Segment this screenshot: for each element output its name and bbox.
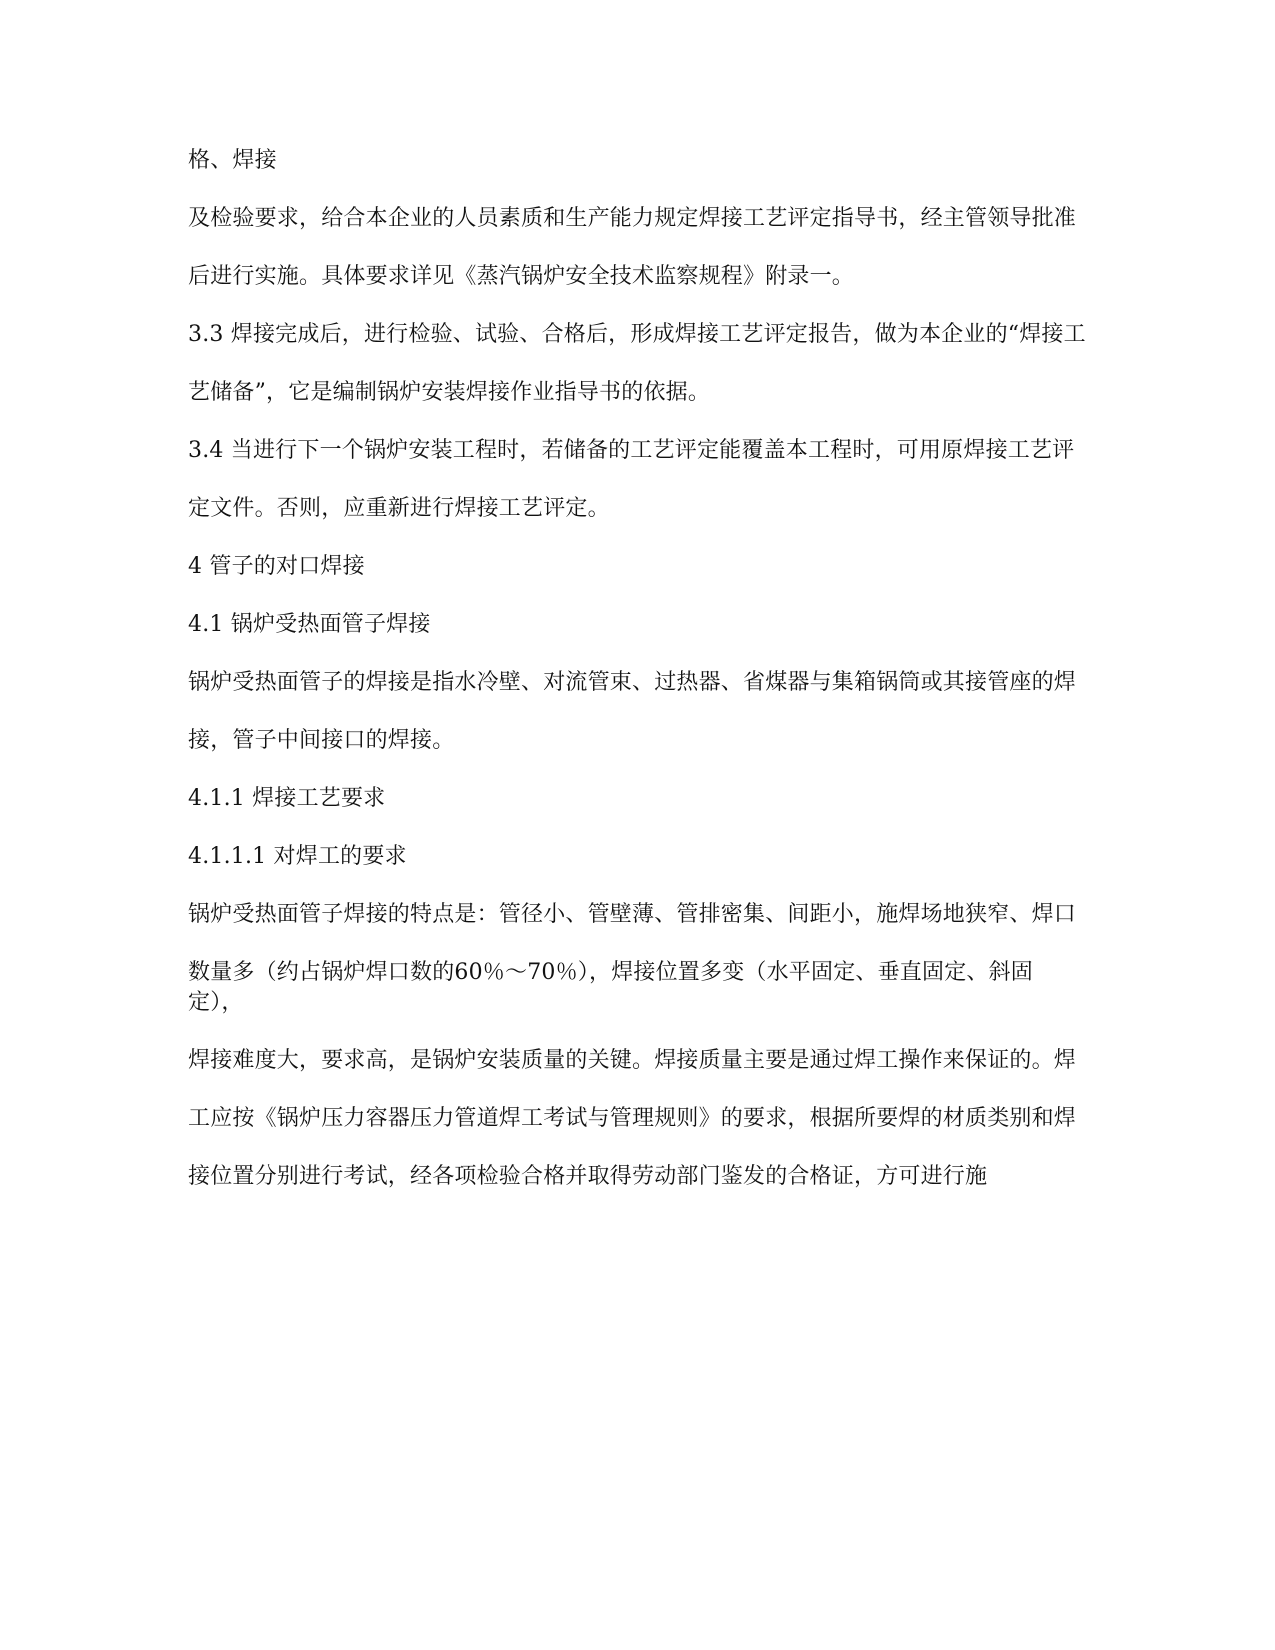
paragraph: 焊接难度大，要求高，是锅炉安装质量的关键。焊接质量主要是通过焊工操作来保证的。焊	[188, 1048, 1077, 1073]
paragraph: 工应按《锅炉压力容器压力管道焊工考试与管理规则》的要求，根据所要焊的材质类别和焊	[188, 1106, 1077, 1131]
paragraph: 接位置分别进行考试，经各项检验合格并取得劳动部门鉴发的合格证，方可进行施	[188, 1164, 988, 1189]
paragraph: 数量多（约占锅炉焊口数的60％～70％），焊接位置多变（水平固定、垂直固定、斜固定），	[188, 960, 1033, 1015]
document-body	[188, 146, 1088, 1220]
paragraph: 3.3 焊接完成后，进行检验、试验、合格后，形成焊接工艺评定报告，做为本企业的“焊接工	[188, 322, 1086, 347]
paragraph: 接，管子中间接口的焊接。	[188, 728, 455, 753]
section-heading: 4 管子的对口焊接	[188, 554, 365, 579]
paragraph: 3.4 当进行下一个锅炉安装工程时，若储备的工艺评定能覆盖本工程时，可用原焊接工艺评	[188, 438, 1075, 463]
paragraph: 后进行实施。具体要求详见《蒸汽锅炉安全技术监察规程》附录一。	[188, 264, 855, 289]
subsection-heading: 4.1 锅炉受热面管子焊接	[188, 612, 431, 637]
paragraph: 及检验要求，给合本企业的人员素质和生产能力规定焊接工艺评定指导书，经主管领导批准	[188, 206, 1077, 231]
subsection-heading: 4.1.1 焊接工艺要求	[188, 786, 386, 811]
paragraph: 锅炉受热面管子的焊接是指水冷壁、对流管束、过热器、省煤器与集箱锅筒或其接管座的焊	[188, 670, 1077, 695]
paragraph: 锅炉受热面管子焊接的特点是：管径小、管壁薄、管排密集、间距小，施焊场地狭窄、焊口	[188, 902, 1077, 927]
subsection-heading: 4.1.1.1 对焊工的要求	[188, 844, 407, 869]
paragraph: 定文件。否则，应重新进行焊接工艺评定。	[188, 496, 610, 521]
paragraph: 艺储备”，它是编制锅炉安装焊接作业指导书的依据。	[188, 380, 711, 405]
paragraph: 格、焊接	[188, 148, 277, 173]
